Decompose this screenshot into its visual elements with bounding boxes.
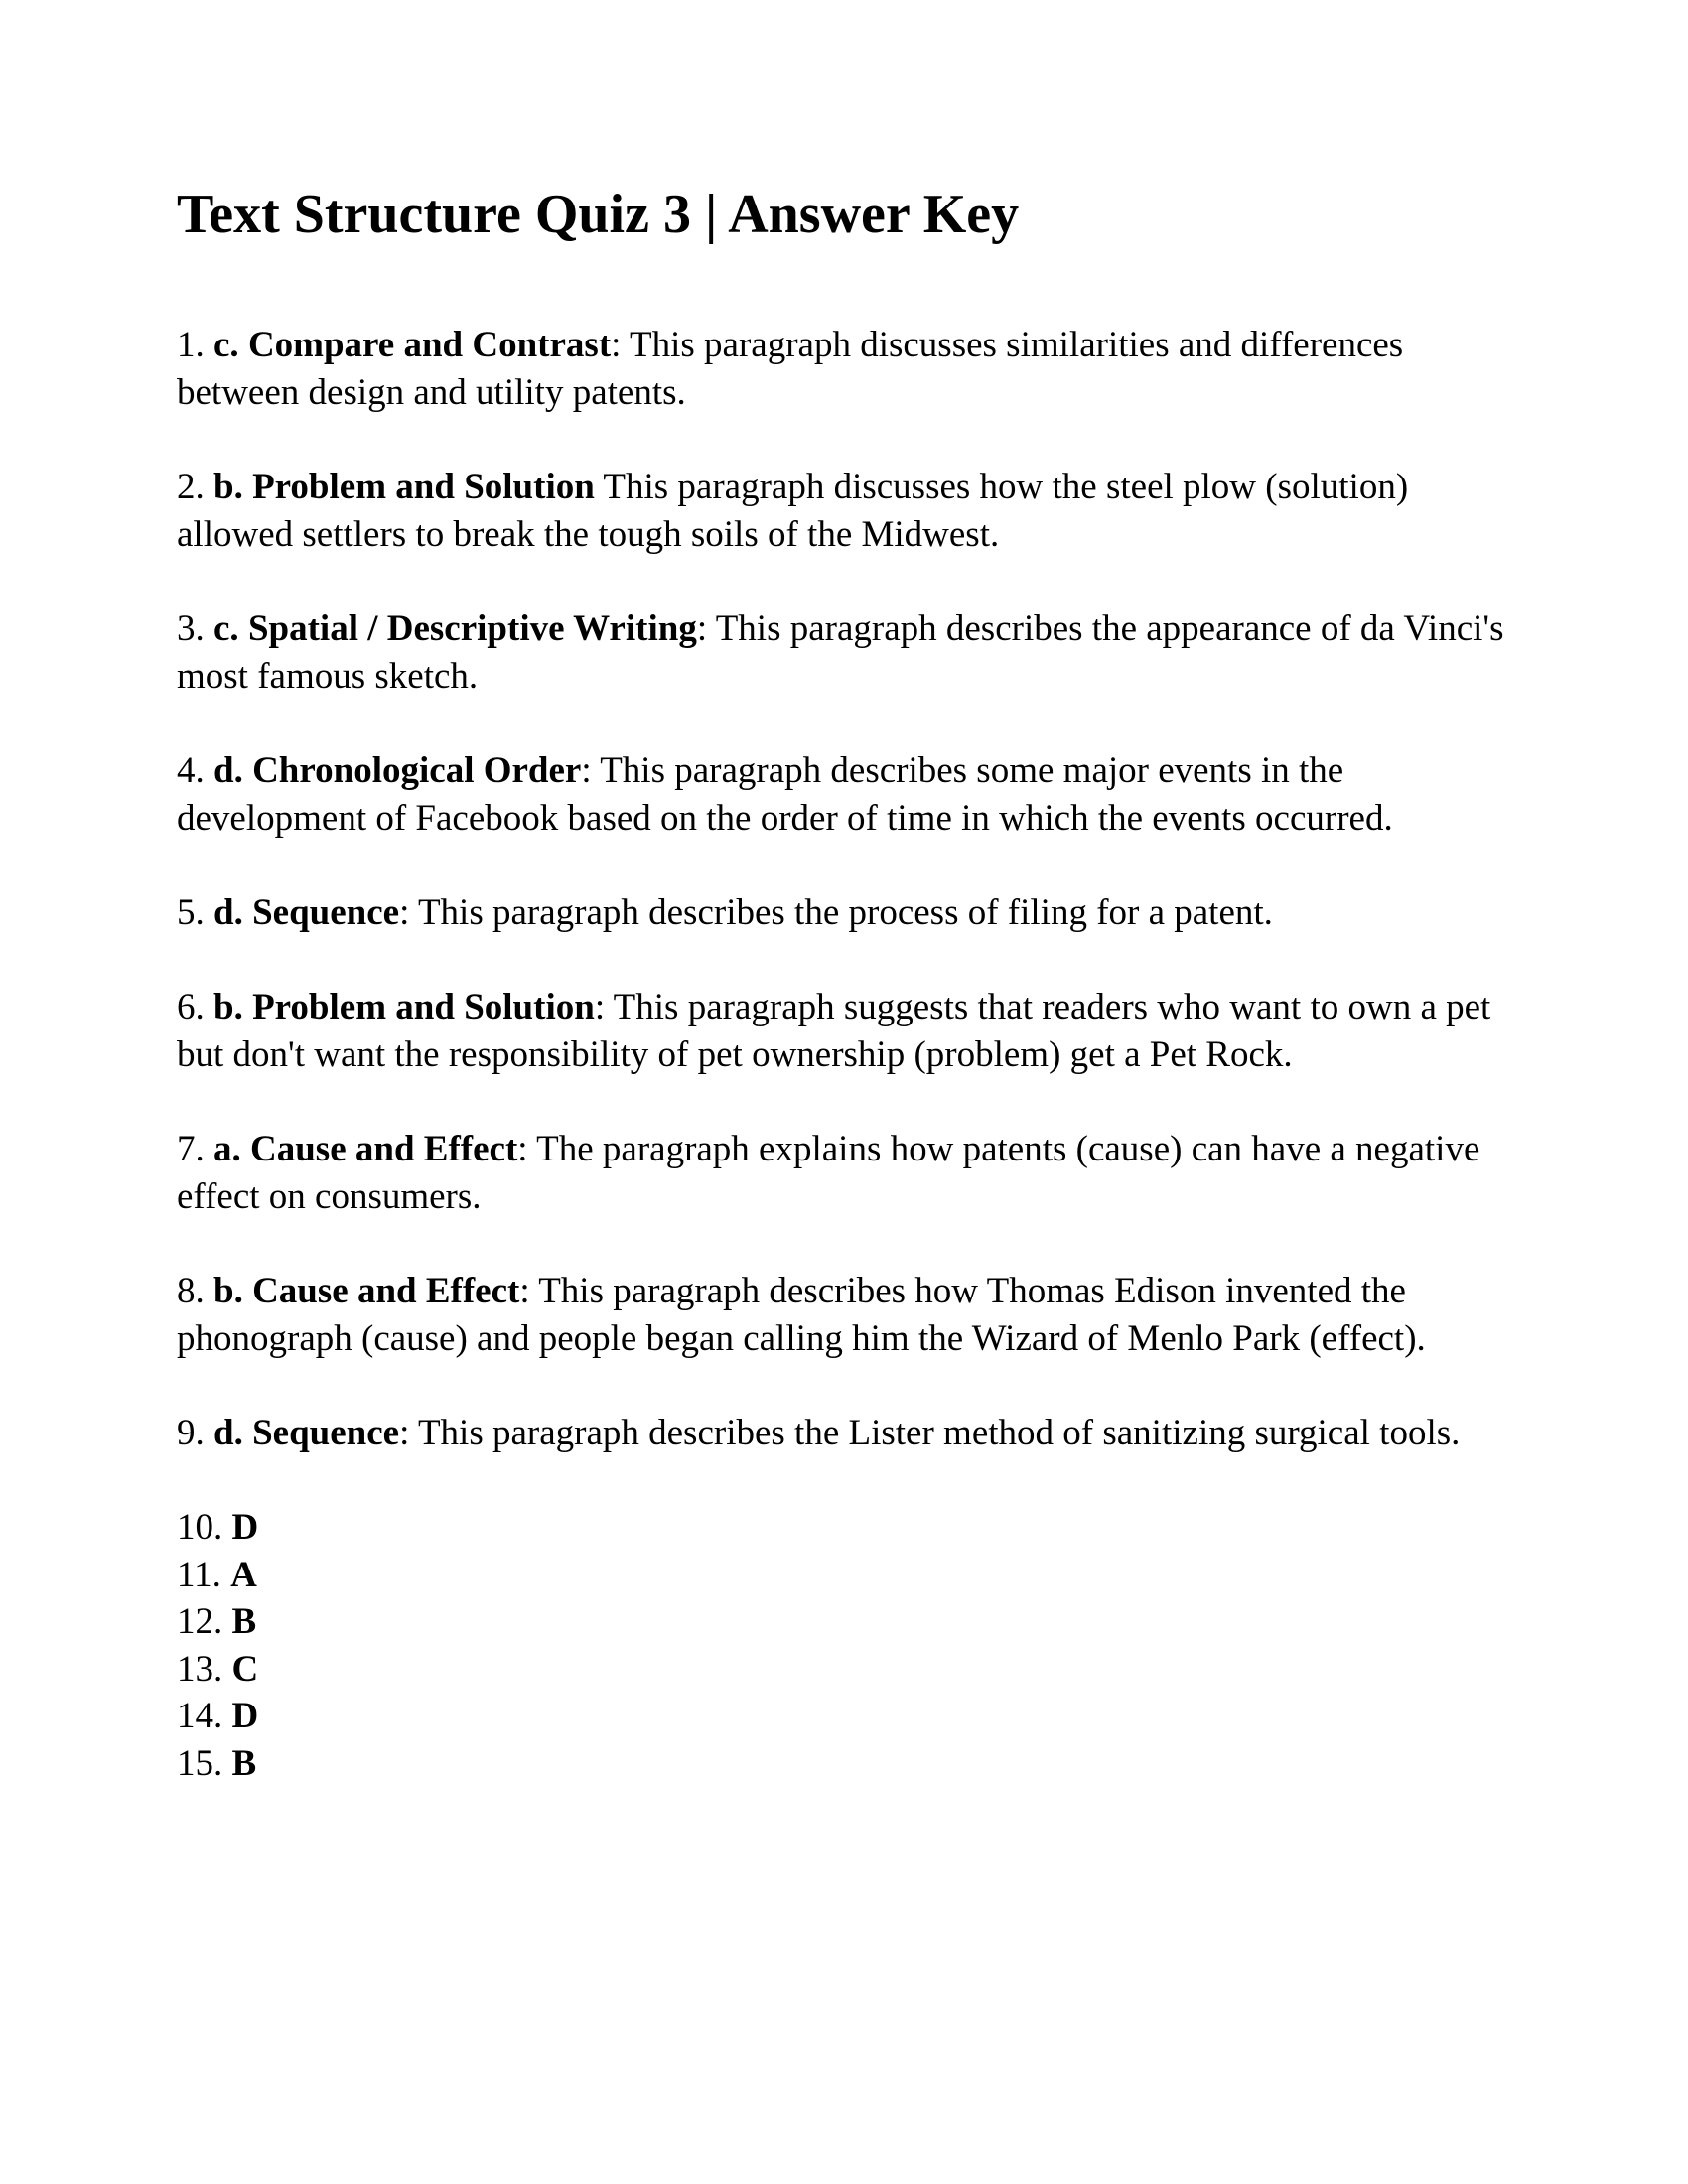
answer-label: Sequence bbox=[252, 1413, 400, 1453]
answer-letter: b. bbox=[213, 467, 243, 507]
answer-letter: d. bbox=[213, 751, 243, 791]
short-answer-letter: C bbox=[231, 1648, 259, 1690]
answer-item-3 bbox=[177, 606, 1517, 701]
short-answer-number: 11. bbox=[177, 1554, 221, 1595]
answer-number: 2. bbox=[177, 467, 205, 507]
answer-separator: : bbox=[399, 892, 410, 933]
short-answer-letter: B bbox=[231, 1601, 257, 1642]
short-answers-list bbox=[177, 1504, 1517, 1787]
answer-letter: c. bbox=[213, 609, 239, 649]
answer-number: 3. bbox=[177, 609, 205, 649]
answer-letter: d. bbox=[213, 1413, 243, 1453]
answer-explanation: This paragraph describes the Lister method of sanitizing surgical tools. bbox=[409, 1413, 1461, 1453]
answer-letter: c. bbox=[213, 325, 239, 365]
short-answer-number: 13. bbox=[177, 1648, 223, 1690]
answers-list bbox=[177, 322, 1517, 1787]
answer-explanation: The paragraph explains how patents (cause) can have a negative effect on consumers. bbox=[177, 1129, 1480, 1217]
short-answer-letter: D bbox=[231, 1507, 259, 1548]
answer-item-5 bbox=[177, 889, 1517, 937]
answer-separator: : bbox=[594, 987, 606, 1027]
short-answer-number: 10. bbox=[177, 1507, 223, 1548]
answer-separator: : bbox=[696, 609, 708, 649]
short-answer-14 bbox=[177, 1693, 1517, 1740]
short-answer-letter: B bbox=[231, 1742, 257, 1784]
answer-separator: : bbox=[581, 751, 592, 791]
answer-separator: : bbox=[519, 1271, 530, 1311]
answer-explanation: This paragraph discusses similarities and differences between design and utility patents. bbox=[177, 325, 1404, 413]
answer-letter: b. bbox=[213, 1271, 243, 1311]
answer-item-8 bbox=[177, 1268, 1517, 1363]
short-answer-number: 14. bbox=[177, 1696, 223, 1736]
answer-letter: b. bbox=[213, 987, 243, 1027]
answer-item-4 bbox=[177, 748, 1517, 843]
answer-label: Spatial / Descriptive Writing bbox=[247, 609, 697, 649]
answer-number: 8. bbox=[177, 1271, 205, 1311]
answer-letter: a. bbox=[213, 1129, 241, 1169]
answer-label: Cause and Effect bbox=[252, 1271, 520, 1311]
answer-label: Cause and Effect bbox=[250, 1129, 518, 1169]
short-answer-15 bbox=[177, 1740, 1517, 1788]
short-answer-letter: D bbox=[231, 1696, 259, 1736]
answer-item-9 bbox=[177, 1410, 1517, 1457]
answer-number: 6. bbox=[177, 987, 205, 1027]
answer-number: 5. bbox=[177, 892, 205, 933]
answer-number: 1. bbox=[177, 325, 205, 365]
answer-separator: : bbox=[399, 1413, 410, 1453]
answer-explanation: This paragraph suggests that readers who want to own a pet but don't want the responsibility of pet ownership (problem) get a Pet Rock. bbox=[177, 987, 1491, 1075]
answer-number: 9. bbox=[177, 1413, 205, 1453]
short-answer-13 bbox=[177, 1646, 1517, 1694]
answer-number: 7. bbox=[177, 1129, 205, 1169]
answer-number: 4. bbox=[177, 751, 205, 791]
answer-item-2 bbox=[177, 464, 1517, 559]
short-answer-letter: A bbox=[230, 1554, 257, 1595]
short-answer-12 bbox=[177, 1598, 1517, 1646]
answer-item-6 bbox=[177, 984, 1517, 1079]
answer-label: Compare and Contrast bbox=[247, 325, 612, 365]
short-answer-number: 15. bbox=[177, 1742, 223, 1784]
answer-label: Problem and Solution bbox=[252, 987, 595, 1027]
answer-letter: d. bbox=[213, 892, 243, 933]
answer-item-7 bbox=[177, 1126, 1517, 1221]
answer-separator: : bbox=[517, 1129, 528, 1169]
answer-item-1 bbox=[177, 322, 1517, 417]
answer-label: Sequence bbox=[252, 892, 400, 933]
answer-explanation: This paragraph discusses how the steel plow (solution) allowed settlers to break the tough soils of the Midwest. bbox=[177, 467, 1409, 555]
short-answer-number: 12. bbox=[177, 1601, 223, 1642]
short-answer-10 bbox=[177, 1504, 1517, 1552]
answer-label: Chronological Order bbox=[252, 751, 582, 791]
page-title: Text Structure Quiz 3 | Answer Key bbox=[177, 184, 1020, 245]
short-answer-11 bbox=[177, 1552, 1517, 1599]
answer-explanation: This paragraph describes some major events in the development of Facebook based on the order of time in which the events occurred. bbox=[177, 751, 1393, 839]
answer-explanation: This paragraph describes how Thomas Edison invented the phonograph (cause) and people began calling him the Wizard of Menlo Park (effect). bbox=[177, 1271, 1426, 1359]
answer-explanation: This paragraph describes the process of filing for a patent. bbox=[409, 892, 1273, 933]
answer-explanation: This paragraph describes the appearance of da Vinci's most famous sketch. bbox=[177, 609, 1504, 697]
answer-label: Problem and Solution bbox=[252, 467, 595, 507]
answer-separator: : bbox=[611, 325, 622, 365]
